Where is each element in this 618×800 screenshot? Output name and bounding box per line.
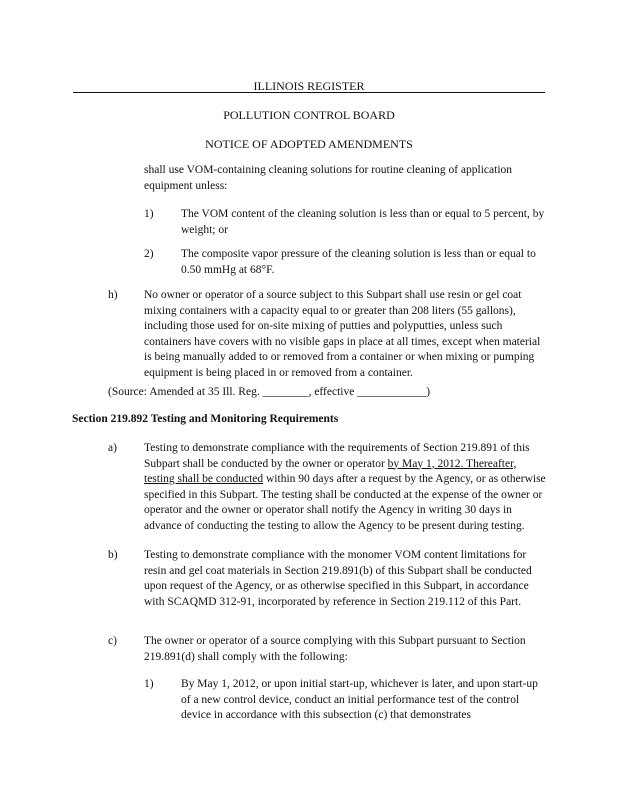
section-a-label: a) (108, 442, 117, 454)
section-heading: Section 219.892 Testing and Monitoring Requirements (72, 413, 339, 425)
para-h-text: No owner or operator of a source subject to this Subpart shall use resin or gel coat mixing containers with a capacity equal to or greater than 208 liters (55 gallons), including those used for on-site mixing of putties and polyputties, unless such containers have covers with no visible gaps in place at all times, except when material is being manually added to or removed from a container or when mixing or pumping equipment is being placed in or removed from a container. (144, 289, 541, 379)
section-a-text (144, 441, 546, 534)
item-1-text: The VOM content of the cleaning solution is less than or equal to 5 percent, by weight; or (181, 208, 545, 236)
section-c-text: The owner or operator of a source complying with this Subpart pursuant to Section 219.891(d) shall comply with the following: (144, 635, 526, 663)
source-note: (Source: Amended at 35 Ill. Reg. ________, effective ____________) (108, 386, 431, 398)
section-c1-label: 1) (144, 678, 154, 690)
register-title: ILLINOIS REGISTER (253, 79, 365, 93)
header-rule (73, 92, 545, 93)
intro-paragraph: shall use VOM-containing cleaning solutions for routine cleaning of application equipment unless: (144, 164, 513, 192)
notice-title: NOTICE OF ADOPTED AMENDMENTS (205, 137, 413, 151)
section-c1-text: By May 1, 2012, or upon initial start-up, whichever is later, and upon start-up of a new control device, conduct an initial performance test of the control device in accordance with this subsection (c) that demonstrates (181, 678, 538, 721)
section-c-label: c) (108, 635, 117, 647)
section-b-label: b) (108, 549, 118, 561)
section-a-underlined: by May 1, 2012. Thereafter, testing shall be conducted (144, 457, 517, 485)
item-2-text: The composite vapor pressure of the cleaning solution is less than or equal to 0.50 mmHg at 68°F. (181, 248, 536, 276)
para-h-label: h) (108, 289, 118, 301)
item-2-label: 2) (144, 248, 154, 260)
item-1-label: 1) (144, 208, 154, 220)
section-b-text: Testing to demonstrate compliance with the monomer VOM content limitations for resin and gel coat materials in Section 219.891(b) of this Subpart shall be conducted upon request of the Agency, or as otherwise specified in this Subpart, in accordance with SCAQMD 312-91, incorporated by reference in Section 219.112 of this Part. (144, 549, 532, 608)
section-a-text-before: Testing to demonstrate compliance with the requirements of Section 219.891 of this Subpart shall be conducted by the owner or operator (144, 442, 530, 470)
section-a-text-after: within 90 days after a request by the Agency, or as otherwise specified in this Subpart. The testing shall be conducted at the expense of the owner or operator and the owner or operator shall notify the Agency in writing 30 days in advance of conducting the testing to allow the Agency to be present during testing. (144, 473, 546, 532)
board-title: POLLUTION CONTROL BOARD (223, 108, 395, 122)
